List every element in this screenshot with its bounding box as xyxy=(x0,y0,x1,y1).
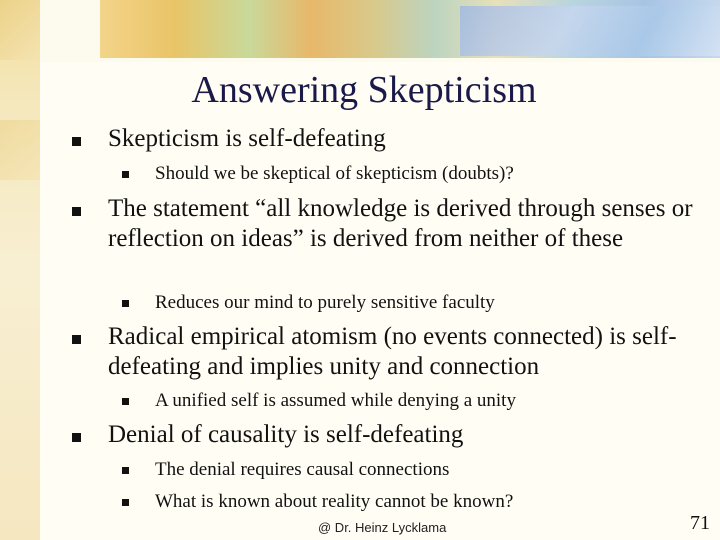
bullet-square-icon xyxy=(72,207,81,216)
sub-bullet-4-1: The denial requires causal connections xyxy=(155,459,450,480)
sub-bullet-square-icon xyxy=(122,300,129,307)
sub-bullet-3-1: A unified self is assumed while denying a unity xyxy=(155,390,516,411)
bullet-square-icon xyxy=(72,433,81,442)
sub-bullet-square-icon xyxy=(122,467,129,474)
bullet-square-icon xyxy=(72,137,81,146)
bullet-4: Denial of causality is self-defeating xyxy=(108,421,464,448)
sub-bullet-4-2: What is known about reality cannot be known? xyxy=(155,491,514,512)
sub-bullet-2-1: Reduces our mind to purely sensitive faculty xyxy=(155,292,495,313)
bullet-2: The statement “all knowledge is derived through senses or reflection on ideas” is derived from neither of these xyxy=(108,195,693,252)
bullet-square-icon xyxy=(72,335,81,344)
bullet-3: Radical empirical atomism (no events connected) is self-defeating and implies unity and connection xyxy=(108,323,677,380)
bullet-1: Skepticism is self-defeating xyxy=(108,125,386,152)
slide-title: Answering Skepticism xyxy=(191,69,537,111)
sub-bullet-square-icon xyxy=(122,171,129,178)
footer-credit: @ Dr. Heinz Lycklama xyxy=(318,520,447,535)
sub-bullet-1-1: Should we be skeptical of skepticism (doubts)? xyxy=(155,163,514,184)
page-number: 71 xyxy=(690,512,710,534)
sub-bullet-square-icon xyxy=(122,398,129,405)
sub-bullet-square-icon xyxy=(122,499,129,506)
